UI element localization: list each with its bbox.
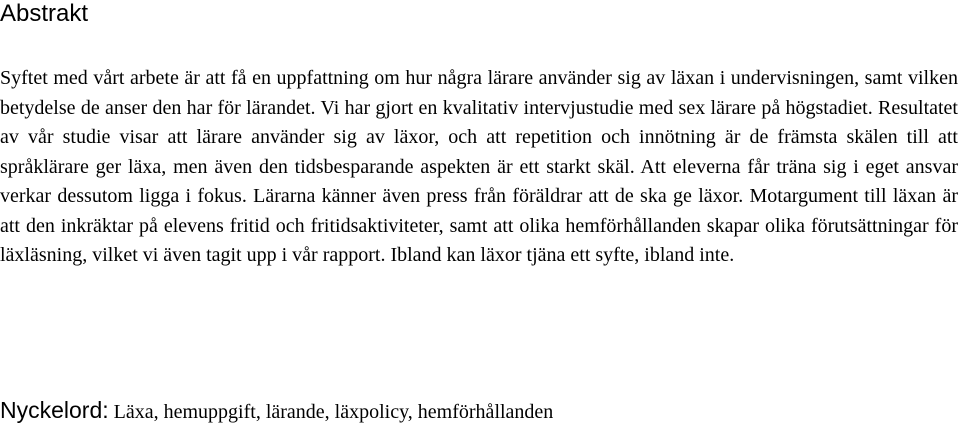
abstract-heading: Abstrakt — [0, 0, 89, 27]
keywords-label: Nyckelord: — [0, 397, 109, 423]
keywords-line — [0, 396, 553, 426]
abstract-body-text: Syftet med vårt arbete är att få en uppfattning om hur några lärare använder sig av läxan i undervisningen, samt vilken betydelse de anser den har för lärandet. Vi har gjort en kvalitativ intervjustudie med sex lärare på högstadiet. Resultatet av vår studie visar att lärare använder sig av läxor, och att repetition och innötning är de främsta skälen till att språklärare ger läxa, men även den tidsbesparande aspekten är ett starkt skäl. Att eleverna får träna sig i eget ansvar verkar dessutom ligga i fokus. Lärarna känner även press från föräldrar att de ska ge läxor. Motargument till läxan är att den inkräktar på elevens fritid och fritidsaktiviteter, samt att olika hemförhållanden skapar olika förutsättningar för läxläsning, vilket vi även tagit upp i vår rapport. Ibland kan läxor tjäna ett syfte, ibland inte. — [0, 67, 958, 266]
keywords-list: Läxa, hemuppgift, lärande, läxpolicy, hemförhållanden — [113, 401, 554, 423]
